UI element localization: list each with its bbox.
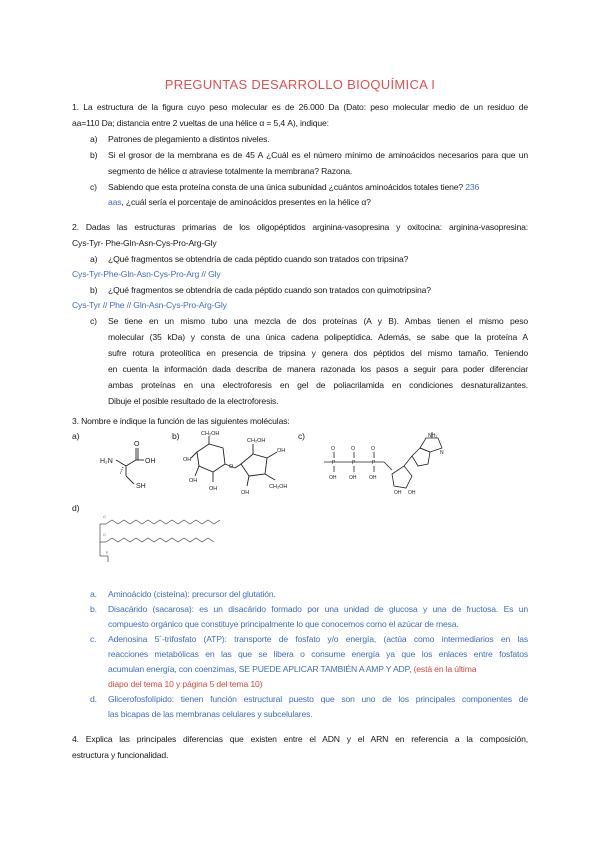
page-title: PREGUNTAS DESARROLLO BIOQUÍMICA I bbox=[164, 77, 436, 92]
q1-c2: aas, ¿cuál sería el porcentaje de aminoácidos presentes en la hélice α? bbox=[108, 197, 371, 207]
mol-a-o: O bbox=[134, 441, 140, 448]
mol-c-p: P bbox=[372, 460, 376, 466]
mol-b-oh: OH bbox=[183, 457, 192, 463]
mol-c-o: O bbox=[371, 446, 375, 452]
ans-a-marker: a. bbox=[90, 589, 97, 599]
q1-c-marker: c) bbox=[90, 182, 97, 192]
q3-line1: 3. Nombre e indique la función de las siguientes moléculas: bbox=[72, 416, 290, 426]
q2-c-line: en cuenta la información dada describa de manera razonada los pasos a seguir para poder diferenciar bbox=[108, 364, 528, 374]
mol-a-nh2: H₂N bbox=[100, 458, 113, 465]
q1-line2: aa=110 Da; distancia entre 2 vueltas de una hélice α = 5,4 A), indique: bbox=[72, 118, 329, 128]
mol-c-p: P bbox=[352, 460, 356, 466]
ans-c-marker: c. bbox=[90, 634, 97, 644]
q1-a-marker: a) bbox=[90, 134, 98, 144]
svg-text:O: O bbox=[103, 533, 106, 537]
ans-a: Aminoácido (cisteína): precursor del glutatión. bbox=[108, 589, 276, 599]
q2-line2: Cys-Tyr- Phe-Gln-Asn-Cys-Pro-Arg-Gly bbox=[72, 238, 217, 248]
q3-label-c: c) bbox=[298, 431, 305, 441]
ans-c4-red: diapo del tema 10 y página 5 del tema 10) bbox=[108, 679, 263, 689]
q1-c1: Sabiendo que esta proteína consta de una única subunidad ¿cuántos aminoácidos totales tiene? 236 bbox=[108, 182, 480, 192]
mol-b-oh: OH bbox=[189, 478, 198, 484]
q3-label-d: d) bbox=[72, 503, 80, 513]
atp-structure bbox=[316, 430, 452, 496]
mol-b-ch2oh: CH₂OH bbox=[269, 484, 288, 490]
mol-a-sh: SH bbox=[136, 483, 146, 490]
q2-a-marker: a) bbox=[90, 254, 98, 264]
mol-c-oh: OH bbox=[329, 475, 337, 481]
mol-c-oh: OH bbox=[349, 475, 357, 481]
q1-c1-answer: 236 bbox=[465, 182, 480, 192]
ans-b-marker: b. bbox=[90, 604, 97, 614]
q2-line1: 2. Dadas las estructuras primarias de los oligopéptidos arginina-vasopresina y oxitocina: arginina-vasopresina: bbox=[72, 222, 528, 232]
q1-b1: Si el grosor de la membrana es de 45 A ¿Cuál es el número mínimo de aminoácidos necesarios para que un bbox=[108, 150, 528, 160]
mol-c-nh2: NH₂ bbox=[428, 433, 438, 439]
mol-c-o: O bbox=[331, 446, 335, 452]
mol-b-ch2oh: CH₂OH bbox=[201, 431, 220, 437]
q2-c-line: ambas proteínas en una electroforesis en gel de poliacrilamida en condiciones desnaturalizantes. bbox=[108, 380, 528, 390]
q2-c-marker: c) bbox=[90, 316, 97, 326]
q2-c-line: Se tiene en un mismo tubo una mezcla de dos proteínas (A y B). Ambas tienen el mismo peso bbox=[108, 316, 528, 326]
mol-a-oh: OH bbox=[145, 458, 156, 465]
mol-c-oh: OH bbox=[369, 475, 377, 481]
svg-text:P: P bbox=[106, 551, 109, 555]
svg-text:O: O bbox=[103, 515, 106, 519]
mol-b-oh: OH bbox=[277, 448, 286, 454]
q2-b: ¿Qué fragmentos se obtendría de cada péptido cuando son tratados con quimotripsina? bbox=[108, 285, 431, 295]
q1-line1: 1. La estructura de la figura cuyo peso molecular es de 26.000 Da (Dato: peso molecular medio de un residuo de bbox=[72, 102, 528, 112]
q2-a-answer: Cys-Tyr-Phe-Gln-Asn-Cys-Pro-Arg // Gly bbox=[72, 269, 221, 279]
ans-d-marker: d. bbox=[90, 694, 97, 704]
ans-d2: las bicapas de las membranas celulares y subcelulares. bbox=[108, 709, 313, 719]
mol-b-o: O bbox=[229, 464, 234, 470]
mol-c-oh: OH bbox=[408, 490, 416, 496]
mol-b-oh: OH bbox=[209, 486, 218, 492]
mol-c-oh: OH bbox=[394, 490, 402, 496]
q3-label-a: a) bbox=[72, 431, 80, 441]
ans-b2: compuesto orgánico que constituye principalmente lo que conocemos como el azúcar de mesa. bbox=[108, 619, 459, 629]
q3-label-b: b) bbox=[172, 431, 180, 441]
ans-c3: acumulan energía, con coenzimas, SE PUEDE APLICAR TAMBIÉN A AMP Y ADP, (está en la última bbox=[108, 664, 477, 674]
q1-a: Patrones de plegamiento a distintos niveles. bbox=[108, 134, 270, 144]
ans-c1: Adenosina 5´-trifosfato (ATP): transporte de fosfato y/o energía, (actúa como intermediarios en las bbox=[108, 634, 528, 644]
q2-b-marker: b) bbox=[90, 285, 98, 295]
ans-c3-red: (está en la última bbox=[413, 664, 477, 674]
q4-line2: estructura y funcionalidad. bbox=[72, 750, 169, 760]
q4-line1: 4. Explica las principales diferencias que existen entre el ADN y el ARN en referencia a la composición, bbox=[72, 734, 528, 744]
mol-c-p: P bbox=[332, 460, 336, 466]
mol-c-n: N bbox=[440, 450, 444, 456]
q1-b2: segmento de hélice α atraviese totalmente la membrana? Razona. bbox=[108, 166, 353, 176]
ans-d1: Glicerofosfolípido: tienen función estructural puesto que son uno de los principales componentes de bbox=[108, 694, 528, 704]
mol-c-o: O bbox=[351, 446, 355, 452]
q2-c-line: sufre rotura proteolítica en presencia de tripsina y genera dos péptidos del mismo tamaño. Teniendo bbox=[108, 348, 528, 358]
mol-b-oh: OH bbox=[241, 490, 250, 496]
sucrose-structure bbox=[183, 428, 295, 498]
q2-b-answer: Cys-Tyr // Phe // Gln-Asn-Cys-Pro-Arg-Gly bbox=[72, 300, 227, 310]
q2-c-line: Dibuje el posible resultado de la electroforesis. bbox=[108, 396, 279, 406]
q2-c-line: molecular (35 kDa) y consta de una única cadena polipeptídica. Además, se sabe que la proteína A bbox=[108, 332, 528, 342]
glycerophospholipid-structure bbox=[96, 512, 226, 566]
ans-b1: Disacárido (sacarosa): es un disacárido formado por una unidad de glucosa y una de fructosa. Es un bbox=[108, 604, 528, 614]
q2-a: ¿Qué fragmentos se obtendría de cada péptido cuando son tratados con tripsina? bbox=[108, 254, 409, 264]
ans-c2: reacciones metabólicas en las que se libera o consume energía ya que los enlaces entre fosfatos bbox=[108, 649, 528, 659]
q1-b-marker: b) bbox=[90, 150, 98, 160]
cysteine-structure bbox=[96, 436, 166, 494]
mol-b-ch2oh: CH₂OH bbox=[247, 438, 266, 444]
q1-c2-answer: aas bbox=[108, 197, 122, 207]
